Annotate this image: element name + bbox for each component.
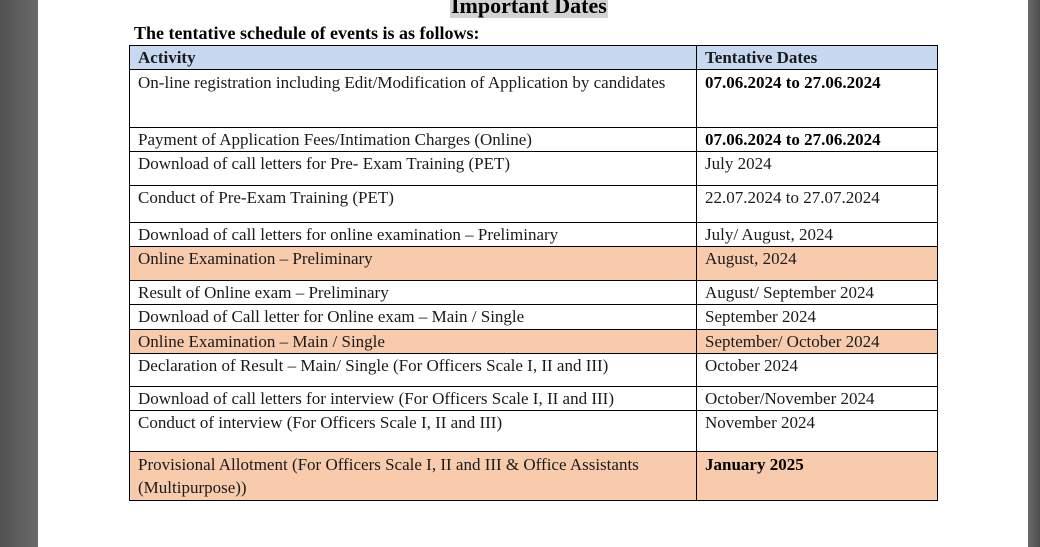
- dates-cell: 07.06.2024 to 27.06.2024: [697, 128, 938, 152]
- activity-cell: Download of Call letter for Online exam – Main / Single: [130, 305, 697, 330]
- dates-cell: October/November 2024: [697, 387, 938, 411]
- dates-cell: July/ August, 2024: [697, 223, 938, 247]
- dates-cell: 07.06.2024 to 27.06.2024: [697, 70, 938, 128]
- dates-cell: July 2024: [697, 152, 938, 186]
- activity-cell: Provisional Allotment (For Officers Scale I, II and III & Office Assistants (Multipurpose)): [130, 452, 697, 501]
- dates-cell: 22.07.2024 to 27.07.2024: [697, 186, 938, 223]
- activity-cell: Online Examination – Preliminary: [130, 247, 697, 281]
- dates-cell: September/ October 2024: [697, 330, 938, 354]
- table-row: [130, 411, 938, 452]
- table-row: [130, 186, 938, 223]
- table-row: [130, 247, 938, 281]
- dates-cell: November 2024: [697, 411, 938, 452]
- activity-cell: Download of call letters for online examination – Preliminary: [130, 223, 697, 247]
- table-row: [130, 281, 938, 305]
- table-row: [130, 70, 938, 128]
- viewer-left-margin: [0, 0, 38, 547]
- activity-cell: Online Examination – Main / Single: [130, 330, 697, 354]
- dates-cell: September 2024: [697, 305, 938, 330]
- activity-cell: Download of call letters for interview (For Officers Scale I, II and III): [130, 387, 697, 411]
- table-row: [130, 387, 938, 411]
- dates-cell: October 2024: [697, 354, 938, 387]
- column-header-dates: Tentative Dates: [697, 46, 938, 70]
- activity-cell: Payment of Application Fees/Intimation Charges (Online): [130, 128, 697, 152]
- important-dates-heading: Important Dates: [450, 0, 608, 18]
- dates-cell: January 2025: [697, 452, 938, 501]
- column-header-activity: Activity: [130, 46, 697, 70]
- schedule-table: [129, 45, 938, 501]
- viewer-right-margin: [1028, 0, 1040, 547]
- dates-cell: August/ September 2024: [697, 281, 938, 305]
- table-row: [130, 330, 938, 354]
- table-row: [130, 223, 938, 247]
- table-row: [130, 305, 938, 330]
- table-row: [130, 152, 938, 186]
- activity-cell: Conduct of interview (For Officers Scale I, II and III): [130, 411, 697, 452]
- document-page: [38, 0, 1028, 547]
- table-row: [130, 452, 938, 501]
- table-header-row: [130, 46, 938, 70]
- activity-cell: Result of Online exam – Preliminary: [130, 281, 697, 305]
- activity-cell: Declaration of Result – Main/ Single (For Officers Scale I, II and III): [130, 354, 697, 387]
- activity-cell: Download of call letters for Pre- Exam Training (PET): [130, 152, 697, 186]
- activity-cell: On-line registration including Edit/Modification of Application by candidates: [130, 70, 697, 128]
- activity-cell: Conduct of Pre-Exam Training (PET): [130, 186, 697, 223]
- table-row: [130, 354, 938, 387]
- table-row: [130, 128, 938, 152]
- schedule-intro: The tentative schedule of events is as follows:: [134, 23, 480, 43]
- dates-cell: August, 2024: [697, 247, 938, 281]
